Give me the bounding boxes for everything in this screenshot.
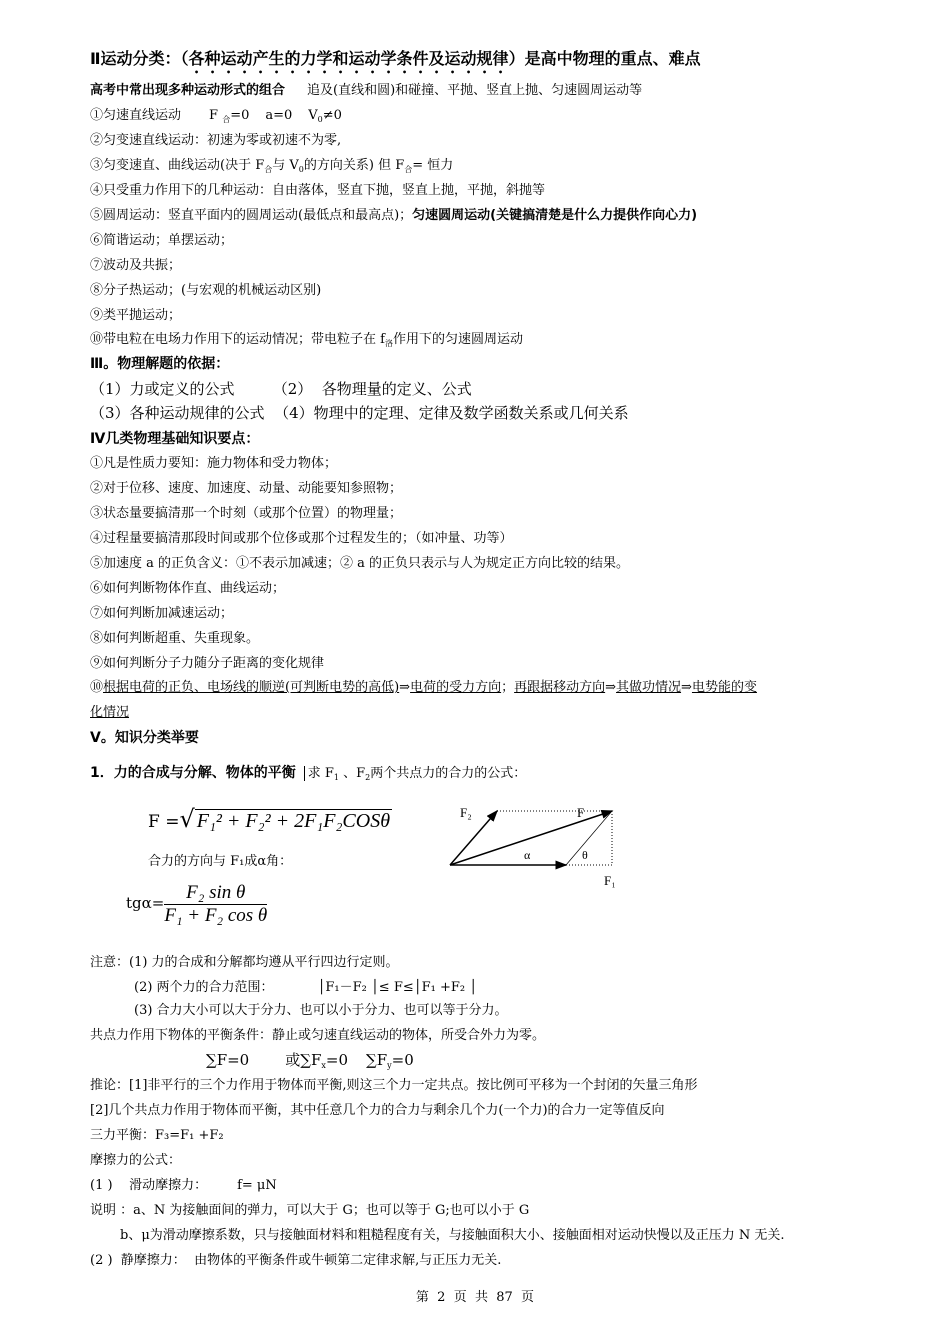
arrow: ⇒ xyxy=(681,680,692,695)
t: ③匀变速直、曲线运动(决于 F xyxy=(90,158,265,173)
u: 化情况 xyxy=(90,705,130,720)
section5-title: V。知识分类举要 xyxy=(90,730,199,746)
title-part: Ⅱ运动分类：（ xyxy=(90,49,189,68)
heading: 1．力的合成与分解、物体的平衡 xyxy=(90,765,296,781)
t: 或∑F xyxy=(285,1051,322,1069)
static-friction: (2 ) 静摩擦力： 由物体的平衡条件或牛顿第二定律求解,与正压力无关. xyxy=(90,1253,502,1268)
t: (2) 两个力的合力范围： xyxy=(134,980,274,995)
motion-item-1 xyxy=(90,107,342,129)
knowledge-item: ⑦如何判断加减速运动； xyxy=(90,606,234,621)
t: ； xyxy=(501,680,515,695)
resultant-formula: F =√ F₁² + F₂² + 2F₁F₂COSθ xyxy=(148,805,391,833)
fraction xyxy=(164,884,267,925)
tan-formula xyxy=(126,884,267,925)
knowledge-item: ②对于位移、速度、加速度、动量、动能要知参照物； xyxy=(90,481,403,496)
motion-item-7: ⑦波动及共振； xyxy=(90,258,182,273)
arrow: ⇒ xyxy=(605,680,617,695)
motion-item-6: ⑥简谐运动；单摆运动； xyxy=(90,233,234,248)
desc xyxy=(304,766,527,781)
page-footer: 第 2 页 共 87 页 xyxy=(415,1290,535,1305)
arrow: ⇒ xyxy=(399,680,411,695)
combo-rest: 追及(直线和圆)和碰撞、平抛、竖直上抛、匀速圆周运动等 xyxy=(307,83,643,98)
v: V xyxy=(308,108,318,123)
sub: 洛 xyxy=(384,339,393,348)
t: 作用下的匀速圆周运动 xyxy=(392,332,523,347)
motion-item-5 xyxy=(90,207,697,225)
sub: 合 xyxy=(222,115,231,124)
note-2 xyxy=(134,979,477,997)
section2-title xyxy=(90,49,701,77)
u: 电势能的变 xyxy=(691,680,757,695)
motion-item-8: ⑧分子热运动；(与宏观的机械运动区别) xyxy=(90,283,322,298)
section3-title: Ⅲ。物理解题的依据： xyxy=(90,356,230,372)
label-theta: θ xyxy=(582,848,588,862)
denominator: F₁ + F₂ cos θ xyxy=(164,905,268,926)
subsection1-title xyxy=(90,764,526,787)
section3-line2: （3）各种运动规律的公式 （4）物理中的定理、定律及数学函数关系或几何关系 xyxy=(90,404,629,422)
sub: 合 xyxy=(264,165,273,174)
u: 再跟据移动方向 xyxy=(514,680,606,695)
sub: 0 xyxy=(317,115,323,124)
knowledge-item: ①凡是性质力要知：施力物体和受力物体； xyxy=(90,456,338,471)
friction-title: 摩擦力的公式： xyxy=(90,1153,182,1168)
sub: y xyxy=(387,1061,392,1070)
t: =0 xyxy=(325,1051,348,1069)
three-force: 三力平衡：F₃=F₁ +F₂ xyxy=(90,1128,224,1143)
knowledge-item: ⑥如何判断物体作直、曲线运动； xyxy=(90,581,286,596)
label-f: F xyxy=(577,805,585,820)
combo-bold: 高考中常出现多种运动形式的组合 xyxy=(90,83,286,98)
force-parallelogram-diagram xyxy=(440,795,640,895)
section4-title: Ⅳ几类物理基础知识要点： xyxy=(90,431,260,447)
note-a: 说明 ：a、N 为接触面间的弹力，可以大于 G；也可以等于 G;也可以小于 G xyxy=(90,1203,530,1218)
t: ⑤圆周运动：竖直平面内的圆周运动(最低点和最高点)； xyxy=(90,208,413,223)
knowledge-item-10 xyxy=(90,679,757,697)
motion-item-4: ④只受重力作用下的几种运动：自由落体，竖直下抛，竖直上抛，平抛，斜抛等 xyxy=(90,183,546,198)
lhs: F = xyxy=(148,812,180,832)
sub: 1 xyxy=(333,773,339,782)
sum-equations xyxy=(206,1051,414,1075)
corollary-2: [2]几个共点力作用于物体而平衡，其中任意几个力的合力与剩余几个力(一个力)的合力一定等值反向 xyxy=(90,1103,665,1118)
t: 两个共点力的合力的公式： xyxy=(370,766,527,781)
note-1: 注意：(1) 力的合成和分解都均遵从平行四边行定则。 xyxy=(90,955,399,970)
direction-note: 合力的方向与 F₁成α角： xyxy=(148,854,293,869)
t: ∑F xyxy=(366,1051,388,1069)
motion-item-2: ②匀变速直线运动：初速为零或初速不为零, xyxy=(90,133,342,148)
title-part: ）是高中物理的重点、难点 xyxy=(508,49,701,68)
section3-line1: （1）力或定义的公式 （2） 各物理量的定义、公式 xyxy=(90,380,472,398)
u: 电荷的受力方向 xyxy=(410,680,502,695)
note-3: (3) 合力大小可以大于分力、也可以小于分力、也可以等于分力。 xyxy=(134,1003,508,1018)
knowledge-item: ④过程量要搞清那段时间或那个位侈或那个过程发生的；（如冲量、功等） xyxy=(90,531,513,546)
t: =0 xyxy=(391,1051,414,1069)
knowledge-item: ⑤加速度 a 的正负含义：①不表示加减速；② a 的正负只表示与人为规定正方向比较的结果。 xyxy=(90,556,630,571)
knowledge-item: ⑨如何判断分子力随分子距离的变化规律 xyxy=(90,656,325,671)
combo-line xyxy=(90,82,642,100)
sub: 合 xyxy=(404,165,413,174)
t: ⑩带电粒在电场力作用下的运动情况；带电粒子在 f xyxy=(90,332,385,347)
u: 根据电荷的正负、电场线的顺逆(可判断电势的高低) xyxy=(103,680,400,695)
t: ⑩ xyxy=(90,680,104,695)
sliding-friction xyxy=(90,1177,277,1195)
sub: x xyxy=(321,1061,326,1070)
radicand: F₁² + F₂² + 2F₁F₂COSθ xyxy=(196,810,391,832)
sub: 0 xyxy=(298,165,304,174)
title-emphasis: 各种运动产生的力学和运动学条件及运动规律 xyxy=(188,49,509,68)
label-f2: F₂ xyxy=(460,805,472,820)
t: 求 F xyxy=(307,766,334,781)
eq: ≠0 xyxy=(322,108,342,123)
t: ∑F=0 xyxy=(206,1051,250,1069)
knowledge-item: ③状态量要搞清那一个时刻（或那个位置）的物理量； xyxy=(90,506,403,521)
corollary-1: 推论：[1]非平行的三个力作用于物体而平衡,则这三个力一定共点。按比例可平移为一个封闭的矢量三角形 xyxy=(90,1078,698,1093)
t: 的方向关系) 但 F xyxy=(303,158,405,173)
t: 与 V xyxy=(272,158,299,173)
sub: 2 xyxy=(365,773,371,782)
eq: =0 xyxy=(230,108,250,123)
label: ①匀速直线运动 xyxy=(90,108,182,123)
a: a=0 xyxy=(265,108,293,123)
u: 其做功情况 xyxy=(616,680,682,695)
motion-item-3 xyxy=(90,157,453,179)
t: 、F xyxy=(339,766,366,781)
knowledge-item: ⑧如何判断超重、失重现象。 xyxy=(90,631,260,646)
knowledge-item-10-cont xyxy=(90,704,129,722)
t: (1 ) 滑动摩擦力： xyxy=(90,1178,208,1193)
note-b: b、μ为滑动摩擦系数，只与接触面材料和粗糙程度有关，与接触面积大小、接触面相对运动快慢以及正压力 N 无关. xyxy=(120,1228,785,1243)
f: F xyxy=(209,108,219,123)
equilibrium: 共点力作用下物体的平衡条件：静止或匀速直线运动的物体，所受合外力为零。 xyxy=(90,1028,546,1043)
numerator: F₂ sin θ xyxy=(164,884,267,905)
label-alpha: α xyxy=(524,848,531,862)
bold: 匀速圆周运动(关键搞清楚是什么力提供作向心力) xyxy=(412,208,698,223)
lhs: tgα= xyxy=(126,894,165,912)
range: │F₁－F₂ │≤ F≤│F₁ +F₂ │ xyxy=(317,980,478,995)
t: = 恒力 xyxy=(412,158,454,173)
motion-item-10 xyxy=(90,331,523,353)
formula: f= μN xyxy=(237,1178,277,1193)
label-f1: F₁ xyxy=(604,873,616,888)
motion-item-9: ⑨类平抛运动； xyxy=(90,308,182,323)
